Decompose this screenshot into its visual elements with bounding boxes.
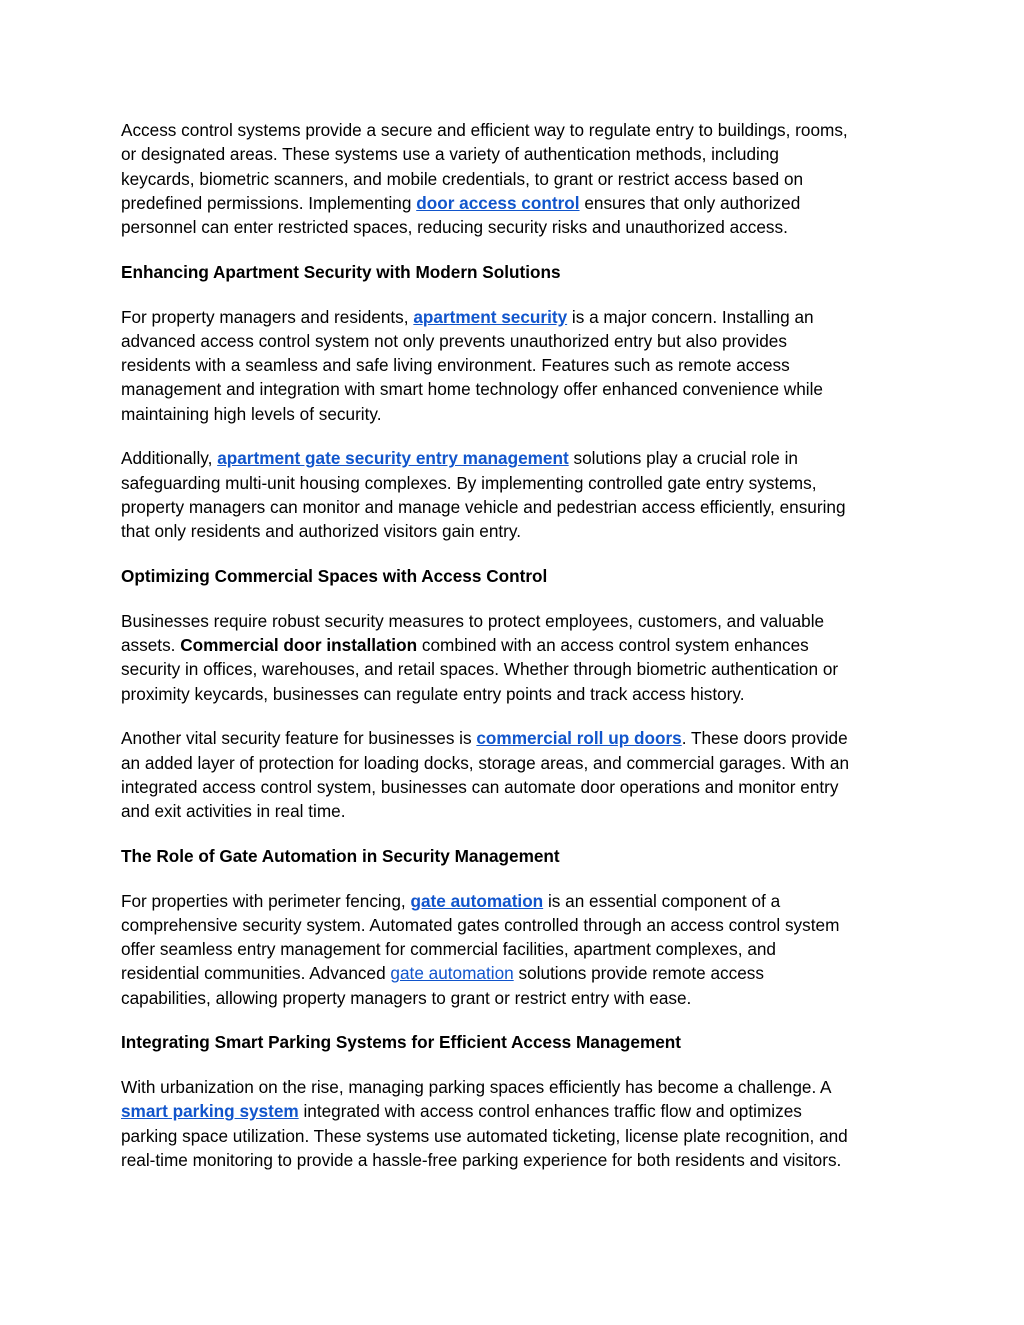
text-segment: ensures that only authorized [579, 192, 801, 213]
text-line [121, 961, 911, 985]
text-line [121, 446, 911, 470]
text-line: integrated access control system, businesses can automate door operations and monitor entry [121, 776, 839, 797]
bold-text: Commercial door installation [180, 635, 418, 655]
text-line [121, 191, 911, 215]
text-segment: combined with an access control system enhances [417, 635, 809, 655]
text-line [121, 1099, 911, 1123]
gate-entry-paragraph [121, 446, 911, 543]
text-segment: For property managers and residents, [121, 306, 414, 327]
smart-parking-paragraph [121, 1075, 911, 1172]
text-line [121, 305, 911, 329]
text-segment: residential communities. Advanced [121, 963, 391, 984]
apartment-security-paragraph [121, 305, 911, 426]
text-line: proximity keycards, businesses can regulate entry points and track access history. [121, 683, 745, 704]
text-segment: Additionally, [121, 448, 218, 469]
text-line [121, 889, 911, 913]
text-line: property managers can monitor and manage vehicle and pedestrian access efficiently, ensuring [121, 497, 846, 518]
text-line: parking space utilization. These systems use automated ticketing, license plate recognition, and [121, 1125, 848, 1146]
text-line: capabilities, allowing property managers to grant or restrict entry with ease. [121, 987, 692, 1008]
smart-parking-system-link[interactable]: smart parking system [121, 1101, 299, 1122]
text-line [121, 726, 911, 750]
text-line: Businesses require robust security measures to protect employees, customers, and valuable [121, 610, 825, 631]
section-heading-commercial-spaces: Optimizing Commercial Spaces with Access Control [121, 566, 548, 587]
text-segment: . These doors provide [681, 728, 848, 749]
section-heading-smart-parking: Integrating Smart Parking Systems for Efficient Access Management [121, 1032, 682, 1053]
text-line: or designated areas. These systems use a variety of authentication methods, including [121, 144, 779, 165]
text-segment: integrated with access control enhances traffic flow and optimizes [298, 1101, 802, 1122]
text-line: real-time monitoring to provide a hassle-free parking experience for both residents and visitors. [121, 1150, 842, 1170]
section-heading-apartment-security: Enhancing Apartment Security with Modern Solutions [121, 261, 561, 282]
text-segment: is a major concern. Installing an [567, 306, 814, 327]
text-segment: predefined permissions. Implementing [121, 192, 417, 213]
roll-up-doors-paragraph [121, 726, 911, 823]
text-segment: assets. [121, 635, 181, 655]
text-line: With urbanization on the rise, managing parking spaces efficiently has become a challenge. A [121, 1077, 832, 1098]
text-line: residents with a seamless and safe living environment. Features such as remote access [121, 355, 790, 376]
text-line: Access control systems provide a secure and efficient way to regulate entry to buildings, rooms, [121, 120, 848, 140]
commercial-door-paragraph [121, 609, 911, 706]
intro-paragraph [121, 118, 911, 239]
text-line: personnel can enter restricted spaces, reducing security risks and unauthorized access. [121, 217, 788, 238]
text-line: security in offices, warehouses, and retail spaces. Whether through biometric authentication or [121, 659, 839, 680]
text-line: keycards, biometric scanners, and mobile credentials, to grant or restrict access based on [121, 168, 804, 189]
text-line: management and integration with smart home technology offer enhanced convenience while [121, 379, 823, 400]
section-heading-gate-automation: The Role of Gate Automation in Security Management [121, 845, 560, 866]
document-page [121, 118, 911, 1193]
apartment-security-link[interactable]: apartment security [413, 306, 568, 327]
apartment-gate-security-link[interactable]: apartment gate security entry management [217, 448, 569, 469]
text-line: offer seamless entry management for commercial facilities, apartment complexes, and [121, 939, 776, 960]
door-access-control-link[interactable]: door access control [416, 192, 580, 213]
text-segment: Another vital security feature for businesses is [121, 728, 477, 749]
text-line: safeguarding multi-unit housing complexes. By implementing controlled gate entry systems, [121, 472, 817, 493]
text-line: that only residents and authorized visitors gain entry. [121, 521, 521, 542]
text-line: comprehensive security system. Automated gates controlled through an access control system [121, 914, 840, 935]
gate-automation-link[interactable]: gate automation [410, 890, 544, 911]
text-segment: For properties with perimeter fencing, [121, 890, 411, 911]
text-line: advanced access control system not only prevents unauthorized entry but also provides [121, 330, 787, 351]
commercial-roll-up-doors-link[interactable]: commercial roll up doors [476, 728, 682, 749]
text-segment: solutions provide remote access [513, 963, 764, 984]
text-line: an added layer of protection for loading docks, storage areas, and commercial garages. With an [121, 752, 850, 773]
text-segment: solutions play a crucial role in [568, 448, 798, 469]
gate-automation-link-secondary[interactable]: gate automation [390, 963, 514, 984]
gate-automation-paragraph [121, 889, 911, 1010]
text-line [121, 633, 911, 657]
text-line: maintaining high levels of security. [121, 403, 382, 424]
text-segment: is an essential component of a [543, 890, 781, 911]
text-line: and exit activities in real time. [121, 801, 346, 822]
